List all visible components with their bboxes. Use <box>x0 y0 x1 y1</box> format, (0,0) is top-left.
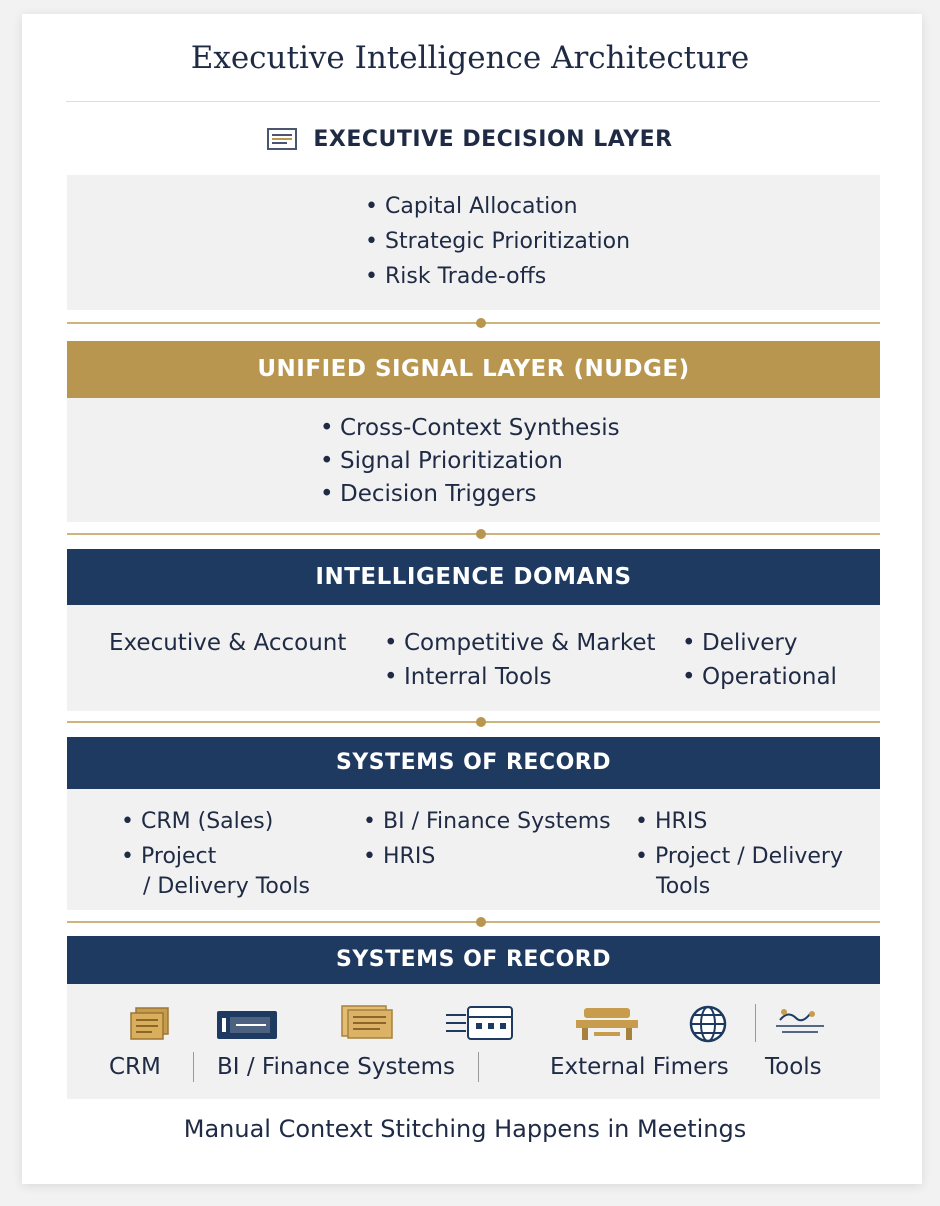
records-icon-label: CRM <box>109 1054 161 1080</box>
record-item-continuation: / Delivery Tools <box>143 874 310 899</box>
tools-icon <box>772 1004 828 1042</box>
domain-item: • Delivery <box>702 630 797 656</box>
documents-icon <box>340 1004 394 1044</box>
record-item: • BI / Finance Systems <box>383 809 611 834</box>
finance-icon <box>216 1010 278 1044</box>
record-item: • HRIS <box>383 844 435 869</box>
icon-row-separator <box>478 1052 479 1082</box>
records-band: SYSTEMS OF RECORD <box>67 737 880 789</box>
decision-item: • Strategic Prioritization <box>385 229 630 254</box>
decision-layer-heading <box>0 127 940 156</box>
signal-item: • Cross-Context Synthesis <box>340 415 620 441</box>
crm-icon <box>128 1006 172 1046</box>
icon-row-separator <box>193 1052 194 1082</box>
record-item: • Project / Delivery <box>655 844 843 869</box>
record-item: • HRIS <box>655 809 707 834</box>
connector-line <box>67 721 880 723</box>
connector-dot <box>476 917 486 927</box>
domain-item: • Operational <box>702 664 837 690</box>
records-icon-label: BI / Finance Systems <box>217 1054 455 1080</box>
signal-item: • Decision Triggers <box>340 481 537 507</box>
domains-band: INTELLIGENCE DOMANS <box>67 549 880 605</box>
records-icon-label: External Fimers <box>550 1054 729 1080</box>
domain-item: • Interral Tools <box>404 664 552 690</box>
connector-dot <box>476 318 486 328</box>
title-divider <box>66 101 880 102</box>
decision-layer-heading-text: EXECUTIVE DECISION LAYER <box>313 127 673 152</box>
records-icons-band: SYSTEMS OF RECORD <box>67 936 880 984</box>
footer-caption: Manual Context Stitching Happens in Meetings <box>183 1115 747 1143</box>
globe-icon <box>686 1004 730 1048</box>
icon-row-separator <box>755 1004 756 1042</box>
record-item: • Project <box>141 844 216 869</box>
signal-item: • Signal Prioritization <box>340 448 563 474</box>
connector-dot <box>476 717 486 727</box>
record-item: • CRM (Sales) <box>141 809 273 834</box>
signal-layer-band: UNIFIED SIGNAL LAYER (NUDGE) <box>67 341 880 398</box>
network-icon <box>444 1003 516 1047</box>
connector-line <box>67 533 880 535</box>
records-icon-label: Tools <box>765 1054 822 1080</box>
record-item-continuation: Tools <box>656 874 711 899</box>
decision-item: • Risk Trade-offs <box>385 264 546 289</box>
connector-line <box>67 322 880 324</box>
report-icon <box>267 128 297 156</box>
domain-item: Executive & Account <box>109 630 347 656</box>
decision-item: • Capital Allocation <box>385 194 578 219</box>
connector-line <box>67 921 880 923</box>
domain-item: • Competitive & Market <box>404 630 655 656</box>
diagram-title: Executive Intelligence Architecture <box>190 40 750 76</box>
domains-panel <box>67 605 880 711</box>
external-table-icon <box>574 1006 640 1046</box>
connector-dot <box>476 529 486 539</box>
